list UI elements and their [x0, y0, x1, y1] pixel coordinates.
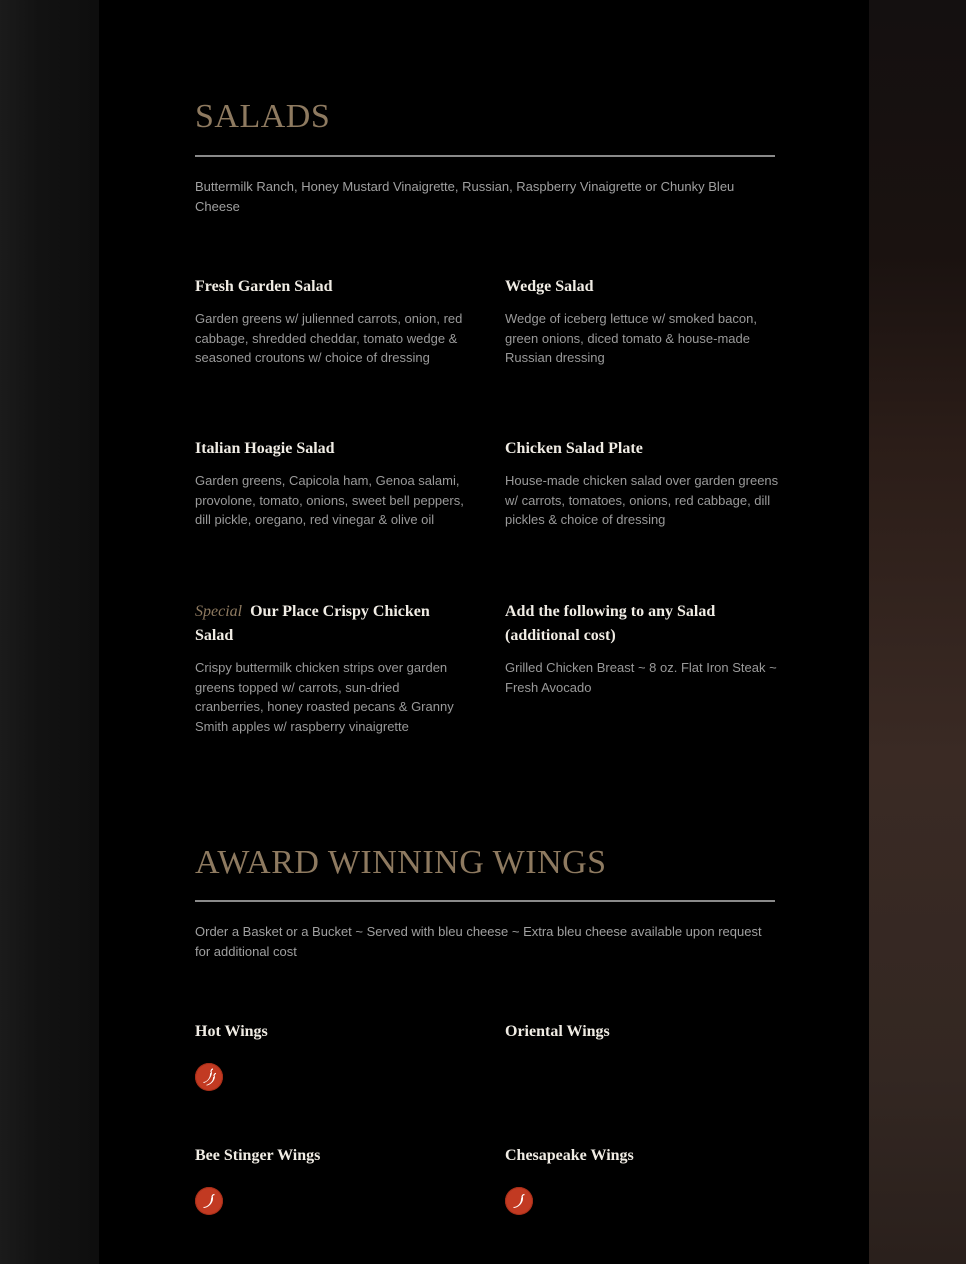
left-background [0, 0, 99, 1264]
menu-item-title: Italian Hoagie Salad [195, 440, 335, 457]
menu-item-title: Wedge Salad [505, 278, 594, 295]
pepper-icon [201, 1193, 217, 1209]
pepper-icon [505, 1187, 533, 1215]
menu-item [195, 437, 470, 530]
menu-item-description: Garden greens w/ julienned carrots, onion, red cabbage, shredded cheddar, tomato wedge & seasoned croutons w/ choice of dressing [195, 311, 463, 365]
menu-item-title: Add the following to any Salad (additional cost) [505, 603, 716, 644]
menu-item [505, 437, 780, 530]
menu-item [195, 1144, 470, 1168]
menu-item-title: Chesapeake Wings [505, 1147, 634, 1164]
section-title-salads: SALADS [195, 98, 331, 135]
wings-header [195, 844, 775, 882]
menu-item-title: Bee Stinger Wings [195, 1147, 321, 1164]
salads-header [195, 98, 775, 136]
menu-item [505, 1020, 780, 1044]
salads-divider [195, 155, 775, 157]
wings-serving-note: Order a Basket or a Bucket ~ Served with bleu cheese ~ Extra bleu cheese available upon request for additional cost [195, 924, 762, 959]
menu-item-title: Chicken Salad Plate [505, 440, 643, 457]
menu-item-special [195, 600, 470, 736]
pepper-icon [511, 1193, 527, 1209]
special-badge: Special [195, 603, 243, 620]
right-background [869, 0, 966, 1264]
menu-item-title: Oriental Wings [505, 1023, 610, 1040]
section-title-wings: AWARD WINNING WINGS [195, 844, 607, 881]
double-pepper-icon [195, 1063, 223, 1091]
menu-item [505, 275, 780, 368]
salads-dressings-note: Buttermilk Ranch, Honey Mustard Vinaigrette, Russian, Raspberry Vinaigrette or Chunky Bleu Cheese [195, 179, 735, 214]
menu-item-description: Garden greens, Capicola ham, Genoa salami, provolone, tomato, onions, sweet bell peppers, dill pickle, oregano, red vinegar & olive oil [195, 473, 464, 527]
menu-item [195, 1020, 470, 1044]
menu-item-title-text: Our Place Crispy Chicken Salad [195, 603, 430, 644]
double-pepper-icon [200, 1068, 218, 1086]
menu-item-description: House-made chicken salad over garden greens w/ carrots, tomatoes, onions, red cabbage, dill pickles & choice of dressing [505, 473, 779, 527]
menu-item [505, 600, 780, 697]
menu-item-title: Hot Wings [195, 1023, 268, 1040]
wings-divider [195, 900, 775, 902]
menu-item [505, 1144, 780, 1168]
pepper-icon [195, 1187, 223, 1215]
menu-item [195, 275, 470, 368]
menu-item-description: Crispy buttermilk chicken strips over garden greens topped w/ carrots, sun-dried cranberries, honey roasted pecans & Granny Smith apples w/ raspberry vinaigrette [195, 660, 454, 734]
menu-item-description: Wedge of iceberg lettuce w/ smoked bacon, green onions, diced tomato & house-made Russian dressing [505, 311, 757, 365]
menu-item-title: Fresh Garden Salad [195, 278, 333, 295]
menu-item-title [195, 600, 470, 648]
menu-panel [99, 0, 869, 1264]
menu-item-description: Grilled Chicken Breast ~ 8 oz. Flat Iron Steak ~ Fresh Avocado [505, 660, 777, 695]
